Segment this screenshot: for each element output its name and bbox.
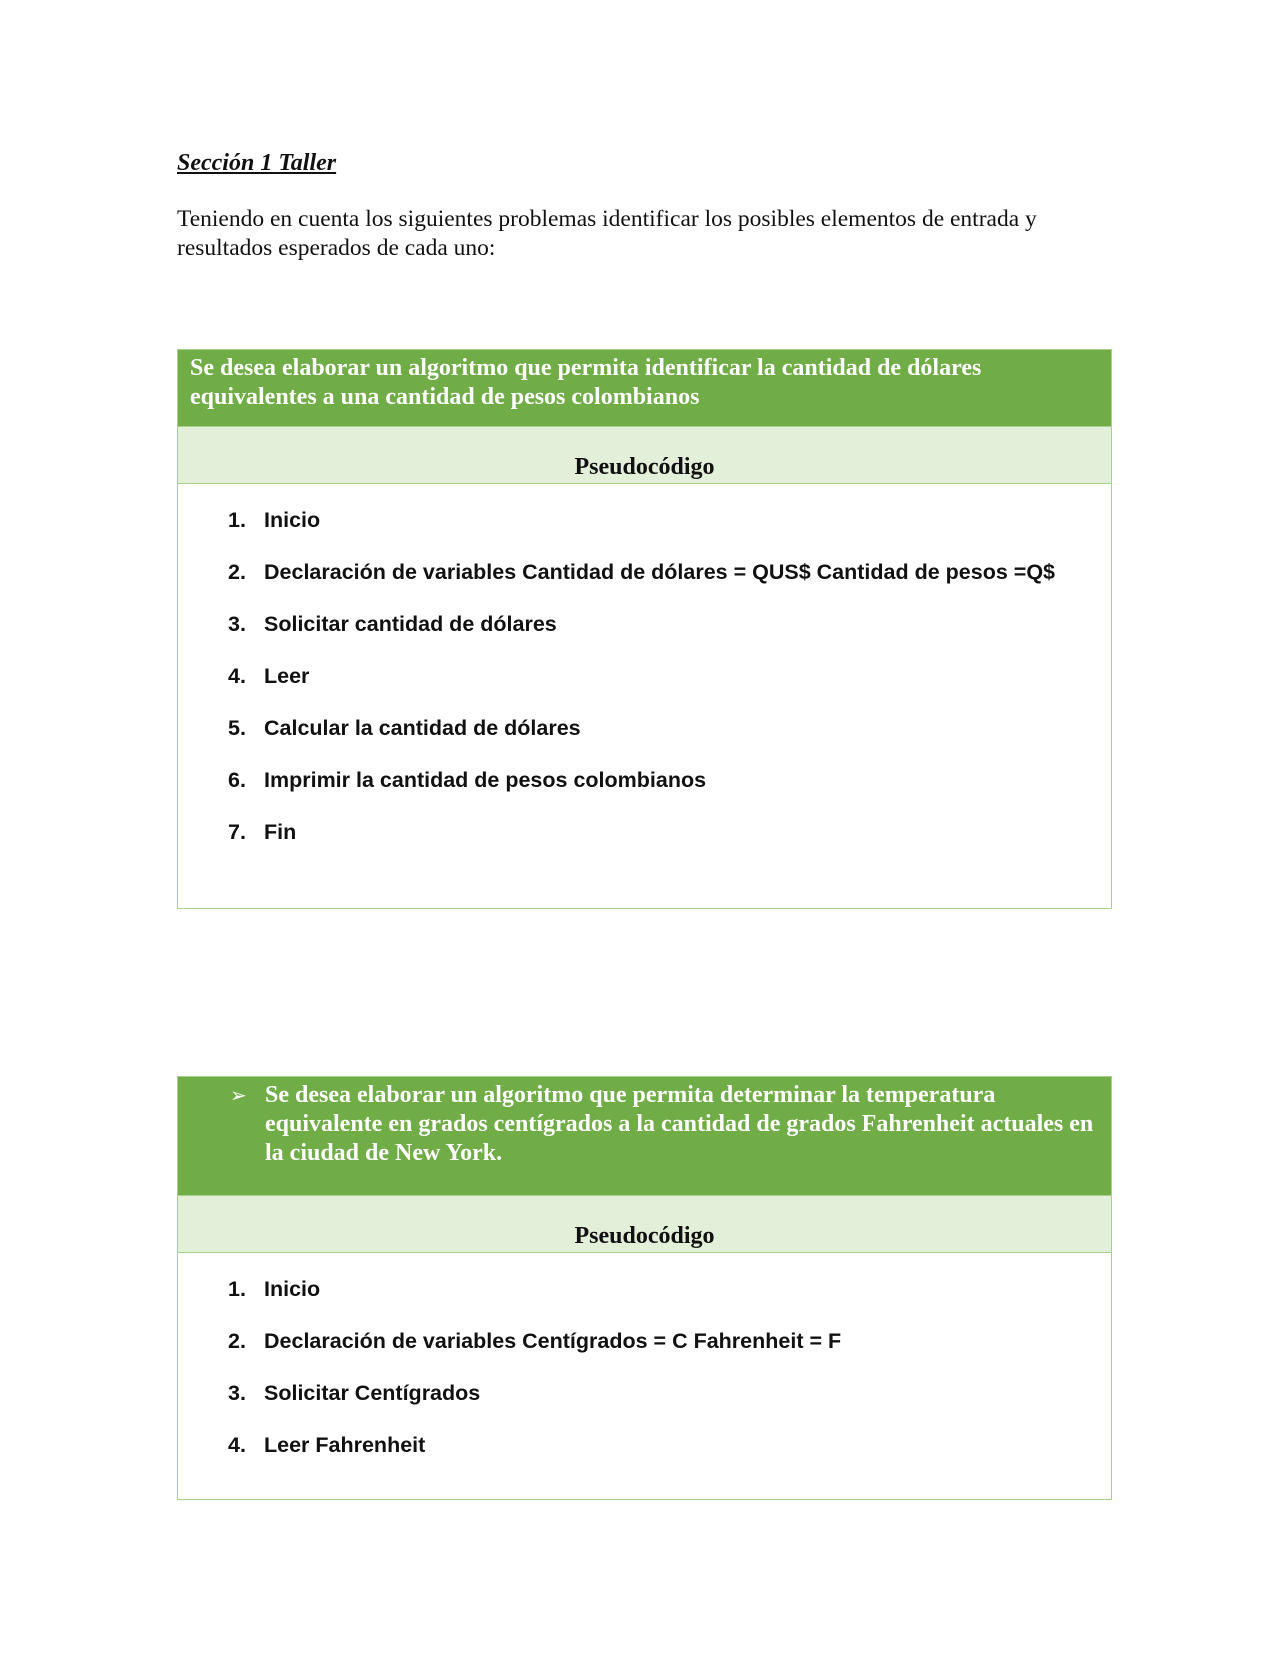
- step-item: [178, 715, 1111, 741]
- step-number: 1.: [228, 508, 246, 532]
- step-item: [178, 1380, 1111, 1406]
- step-text: Solicitar Centígrados: [264, 1381, 481, 1405]
- step-number: 2.: [228, 560, 246, 584]
- step-item: [178, 559, 1111, 585]
- step-number: 5.: [228, 716, 246, 740]
- step-number: 4.: [228, 664, 246, 688]
- step-text: Leer Fahrenheit: [264, 1433, 426, 1457]
- intro-paragraph: Teniendo en cuenta los siguientes problemas identificar los posibles elementos de entrada y resultados esperados de cada uno:: [177, 206, 1037, 261]
- step-number: 1.: [228, 1277, 246, 1301]
- step-number: 2.: [228, 1329, 246, 1353]
- step-text: Calcular la cantidad de dólares: [264, 716, 581, 740]
- pseudocode-steps: [178, 1253, 1111, 1458]
- pseudocode-steps: [178, 484, 1111, 845]
- step-text: Imprimir la cantidad de pesos colombianos: [264, 768, 707, 792]
- step-item: [178, 767, 1111, 793]
- pseudocode-heading: Pseudocódigo: [178, 426, 1111, 484]
- step-text: Declaración de variables Cantidad de dólares = QUS$ Cantidad de pesos =Q$: [264, 560, 1056, 584]
- step-number: 3.: [228, 612, 246, 636]
- problem-table-dollars: [177, 349, 1112, 909]
- section-title: Sección 1 Taller: [177, 150, 337, 176]
- step-text: Declaración de variables Centígrados = C Fahrenheit = F: [264, 1329, 842, 1353]
- problem-statement: [178, 1077, 1111, 1195]
- step-item: [178, 611, 1111, 637]
- step-number: 7.: [228, 820, 246, 844]
- step-item: [178, 1432, 1111, 1458]
- step-text: Solicitar cantidad de dólares: [264, 612, 557, 636]
- step-item: [178, 1276, 1111, 1302]
- step-text: Inicio: [264, 508, 321, 532]
- step-item: [178, 1328, 1111, 1354]
- step-item: [178, 507, 1111, 533]
- problem-table-temperature: [177, 1076, 1112, 1500]
- step-number: 4.: [228, 1433, 246, 1457]
- step-item: [178, 819, 1111, 845]
- step-number: 3.: [228, 1381, 246, 1405]
- problem-statement-text: Se desea elaborar un algoritmo que permita determinar la temperatura equivalente en grados centígrados a la cantidad de grados Fahrenheit actuales en la ciudad de New York.: [265, 1082, 1094, 1166]
- pseudocode-heading: Pseudocódigo: [178, 1195, 1111, 1253]
- step-text: Inicio: [264, 1277, 321, 1301]
- step-number: 6.: [228, 768, 246, 792]
- step-text: Leer: [264, 664, 310, 688]
- step-item: [178, 663, 1111, 689]
- problem-statement: Se desea elaborar un algoritmo que permita identificar la cantidad de dólares equivalentes a una cantidad de pesos colombianos: [178, 350, 1111, 426]
- step-text: Fin: [264, 820, 297, 844]
- arrowhead-bullet-icon: ➢: [230, 1083, 247, 1107]
